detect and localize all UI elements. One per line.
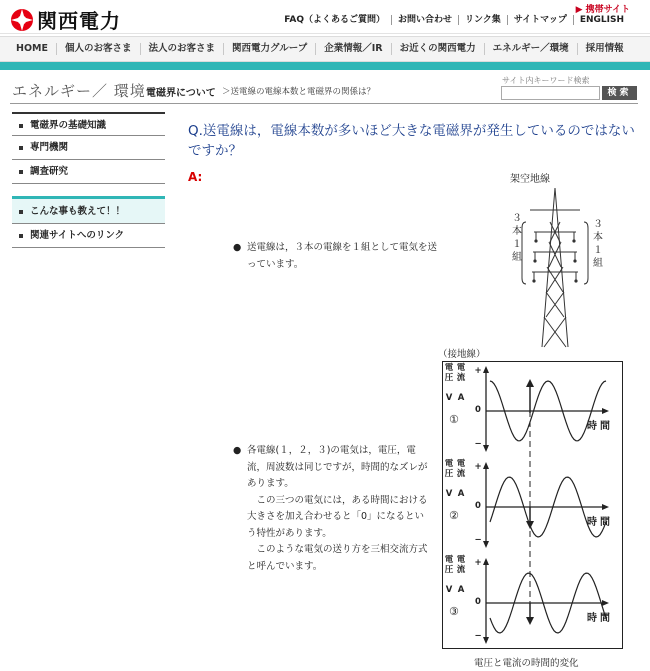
unit-a-label: A <box>457 585 465 595</box>
paragraph: このような電気の送り方を三相交流方式と呼んでいます。 <box>247 544 428 572</box>
voltage-label: 電圧 <box>444 363 454 383</box>
gnav-personal[interactable]: 個人のお客さま <box>56 43 140 55</box>
site-header <box>0 0 650 34</box>
current-label: 電流 <box>456 363 466 383</box>
unit-v-label: V <box>445 489 453 499</box>
mobile-site-link[interactable]: ▶ 携帯サイト <box>575 5 630 15</box>
axis-arrow-icon <box>602 504 609 510</box>
gnav-group[interactable]: 関西電力グループ <box>223 43 315 55</box>
english-link[interactable]: ENGLISH <box>573 15 630 25</box>
sidebar-item-related-links[interactable]: 関連サイトへのリンク <box>12 224 165 248</box>
links-link[interactable]: リンク集 <box>458 15 507 25</box>
phase-number: ② <box>449 509 459 522</box>
unit-a-label: A <box>457 489 465 499</box>
current-label: 電流 <box>456 555 466 575</box>
minus-label: − <box>474 535 482 545</box>
phase-number: ① <box>449 413 459 426</box>
global-nav <box>0 36 650 62</box>
unit-a-label: A <box>457 393 465 403</box>
zero-label: 0 <box>475 501 481 511</box>
bullet-text: 送電線は，３本の電線を１組として電気を送っています。 <box>247 242 438 270</box>
kepco-logo-icon <box>10 8 34 32</box>
question-heading: Q.送電線は，電線本数が多いほど大きな電磁界が発生しているのではないですか？ <box>188 123 635 159</box>
axis-arrow-icon <box>483 637 489 644</box>
search-label: サイト内キーワード検索 <box>502 76 590 85</box>
bullet-icon: ● <box>233 242 242 253</box>
divider <box>10 103 638 104</box>
axis-arrow-icon <box>483 445 489 452</box>
search-input[interactable] <box>501 86 600 100</box>
gnav-nearby[interactable]: お近くの関西電力 <box>391 43 484 55</box>
ground-wire-label: 架空地線 <box>510 174 550 185</box>
gnav-recruit[interactable]: 採用情報 <box>577 43 632 55</box>
axis-arrow-icon <box>602 600 609 606</box>
section-title: エネルギー／ 環境 <box>12 82 146 100</box>
site-logo[interactable] <box>10 5 121 34</box>
search-button[interactable]: 検索 <box>602 86 637 100</box>
axis-arrow-icon <box>483 558 489 565</box>
paragraph: 各電線(１，２，３)の電気は，電圧，電流，周波数は同じですが，時間的なズレがあります。 <box>247 445 428 489</box>
answer-label: A: <box>188 170 203 184</box>
plus-label: + <box>474 462 482 472</box>
waveform-caption: 電圧と電流の時間的変化 <box>474 658 579 669</box>
unit-v-label: V <box>445 585 453 595</box>
accent-band <box>0 62 650 70</box>
sidebar-item-institutions[interactable]: 専門機関 <box>12 136 165 160</box>
minus-label: − <box>474 439 482 449</box>
voltage-label: 電圧 <box>444 555 454 575</box>
time-label: 時間 <box>587 421 613 432</box>
axis-arrow-icon <box>483 462 489 469</box>
unit-v-label: V <box>445 393 453 403</box>
bullet-icon: ● <box>233 445 242 456</box>
answer-bullet-1 <box>233 240 438 273</box>
axis-arrow-icon <box>483 366 489 373</box>
utility-nav <box>278 15 630 25</box>
wire-group-left-label: ３本１組 <box>512 213 522 263</box>
axis-arrow-icon <box>483 541 489 548</box>
plus-label: + <box>474 366 482 376</box>
phase-number: ③ <box>449 605 459 618</box>
minus-label: − <box>474 631 482 641</box>
current-label: 電流 <box>456 459 466 479</box>
time-label: 時間 <box>587 517 613 528</box>
paragraph: この三つの電気には，ある時間における大きさを加え合わせると「0」になるという特性があります。 <box>247 494 428 539</box>
arrow-icon <box>526 617 534 625</box>
arrow-icon <box>526 379 534 387</box>
sidebar-item-basics[interactable]: 電磁界の基礎知識 <box>12 112 165 136</box>
wire-group-right-label: ３本１組 <box>593 219 603 269</box>
gnav-home[interactable]: HOME <box>16 43 48 54</box>
axis-arrow-icon <box>602 408 609 414</box>
gnav-ir[interactable]: 企業情報／IR <box>315 43 390 55</box>
gnav-energy[interactable]: エネルギー／環境 <box>484 43 577 55</box>
contact-link[interactable]: お問い合わせ <box>391 15 458 25</box>
sidebar-item-faq[interactable]: こんな事も教えて！！ <box>12 196 165 224</box>
sidebar-item-research[interactable]: 調査研究 <box>12 160 165 184</box>
voltage-label: 電圧 <box>444 459 454 479</box>
arrow-icon <box>526 521 534 529</box>
breadcrumb-question: ＞送電線の電線本数と電磁界の関係は？ <box>222 87 376 97</box>
sidebar-group <box>12 196 165 248</box>
faq-link[interactable]: FAQ（よくあるご質問） <box>284 15 385 25</box>
time-label: 時間 <box>587 613 613 624</box>
three-phase-waveform <box>442 361 623 649</box>
breadcrumb-current[interactable]: 電磁界について <box>146 88 216 99</box>
zero-label: 0 <box>475 405 481 415</box>
gnav-corporate-customers[interactable]: 法人のお客さま <box>140 43 224 55</box>
zero-label: 0 <box>475 597 481 607</box>
sitemap-link[interactable]: サイトマップ <box>507 15 573 25</box>
sidebar <box>12 112 165 184</box>
plus-label: + <box>474 558 482 568</box>
answer-bullet-2 <box>233 443 432 575</box>
ground-line-caption: （接地線） <box>438 349 486 360</box>
logo-text: 関西電力 <box>37 9 121 33</box>
